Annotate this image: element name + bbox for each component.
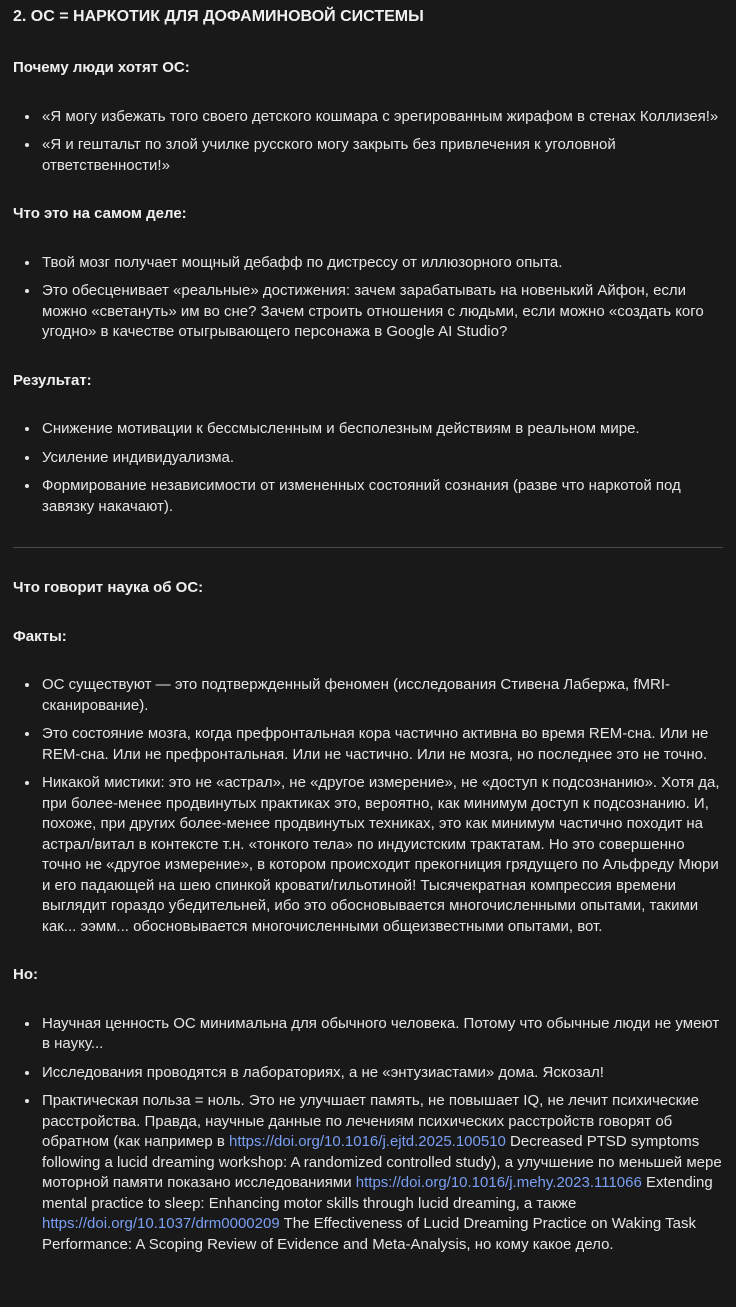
subheading: Но: bbox=[13, 966, 38, 983]
list-item bbox=[40, 476, 723, 517]
list-item-text: «Я могу избежать того своего детского кошмара с эрегированным жирафом в стенах Коллизея!» bbox=[42, 107, 719, 125]
bullet-list bbox=[13, 253, 723, 343]
list-item bbox=[40, 1014, 723, 1055]
list-item bbox=[40, 675, 723, 716]
list-item bbox=[40, 448, 723, 469]
list-item-text: Твой мозг получает мощный дебафф по дистрессу от иллюзорного опыта. bbox=[42, 253, 563, 271]
subheading: Факты: bbox=[13, 627, 67, 645]
list-item-text: The Effectiveness of Lucid Dreaming Practice on Waking Task Performance: A Scoping Review of Evidence and Meta-Analysis, но кому какое дело. bbox=[42, 1215, 696, 1253]
list-item bbox=[40, 1091, 723, 1255]
doi-link[interactable]: https://doi.org/10.1016/j.mehy.2023.111066 bbox=[355, 1174, 642, 1191]
list-item-text: «Я и гештальт по злой училке русского могу закрыть без привлечения к уголовной ответственности!» bbox=[42, 136, 616, 174]
subheading: Что это на самом деле: bbox=[13, 205, 187, 222]
divider bbox=[13, 547, 723, 548]
bullet-list bbox=[13, 107, 723, 177]
list-item-text: ОС существуют — это подтвержденный феномен (исследования Стивена Лабержа, fMRI-сканирование). bbox=[42, 676, 671, 714]
section-heading: 2. ОС = НАРКОТИК ДЛЯ ДОФАМИНОВОЙ СИСТЕМЫ bbox=[13, 8, 424, 25]
list-item-text: Снижение мотивации к бессмысленным и бесполезным действиям в реальном мире. bbox=[42, 420, 640, 437]
list-item-text: Это обесценивает «реальные» достижения: зачем зарабатывать на новенький Айфон, если можно «светануть» им во сне? Зачем строить отношения с людьми, если можно «создать кого угодно» в качестве отыгрывающего персонажа в Google AI Studio? bbox=[42, 282, 704, 340]
list-item-text: Формирование независимости от измененных состояний сознания (разве что наркотой под завязку накачают). bbox=[42, 477, 681, 515]
list-item bbox=[40, 107, 723, 128]
list-item bbox=[40, 281, 723, 343]
list-item-text: Практическая польза = ноль. Это не улучшает память, не повышает IQ, не лечит психические расстройства. Правда, научные данные по лечениям психических расстройств говорят об обратном (как например в bbox=[42, 1092, 699, 1150]
list-item-text: Научная ценность ОС минимальна для обычного человека. Потому что обычные люди не умеют в науку... bbox=[42, 1014, 720, 1052]
list-item-text: Decreased PTSD symptoms following a lucid dreaming workshop: A randomized controlled study), а улучшение по меньшей мере моторной памяти показано исследованиями bbox=[42, 1133, 722, 1191]
list-item-text: Никакой мистики: это не «астрал», не «другое измерение», не «доступ к подсознанию». Хотя да, при более-менее продвинутых практиках это, вероятно, как минимум доступ к подсознанию. И, похоже, при других более-менее продвинутых техниках, это как минимум частично походит на астрал/витал в контексте т.н. «тонкого тела» по индуистским трактатам. Но это совершенно точно не «другое измерение», в котором происходит прекогниция грядущего по Альфреду Мюри и его падающей на шею спинкой кровати/гильотиной! Тысячекратная компрессия времени выглядит гораздо убедительней, ибо это обосновывается многочисленными опытами, такими как... ээмм... обосновывается многочисленными общеизвестными опытами, вот. bbox=[42, 774, 720, 935]
doi-link[interactable]: https://doi.org/10.1016/j.ejtd.2025.100510 bbox=[229, 1133, 506, 1150]
bullet-list bbox=[13, 1014, 723, 1256]
list-item bbox=[40, 724, 723, 765]
list-item-text: Исследования проводятся в лабораториях, а не «энтузиастами» дома. Яскозал! bbox=[42, 1063, 604, 1081]
subheading: Результат: bbox=[13, 371, 92, 389]
list-item-text: Усиление индивидуализма. bbox=[42, 448, 235, 466]
list-item-text: Extending mental practice to sleep: Enhancing motor skills through lucid dreaming, а также bbox=[42, 1174, 713, 1212]
subheading: Почему люди хотят ОС: bbox=[13, 59, 190, 76]
bullet-list bbox=[13, 675, 723, 937]
subheading: Что говорит наука об ОС: bbox=[13, 579, 204, 596]
list-item bbox=[40, 253, 723, 274]
list-item bbox=[40, 419, 723, 440]
list-item bbox=[40, 1063, 723, 1084]
list-item-text: Это состояние мозга, когда префронтальная кора частично активна во время REM-сна. Или не REM-сна. Или не префронтальная. Или не частично. Или не мозга, но последнее это не точно. bbox=[42, 725, 709, 763]
list-item bbox=[40, 773, 723, 937]
list-item bbox=[40, 135, 723, 176]
bullet-list bbox=[13, 419, 723, 517]
doi-link[interactable]: https://doi.org/10.1037/drm0000209 bbox=[42, 1215, 280, 1232]
